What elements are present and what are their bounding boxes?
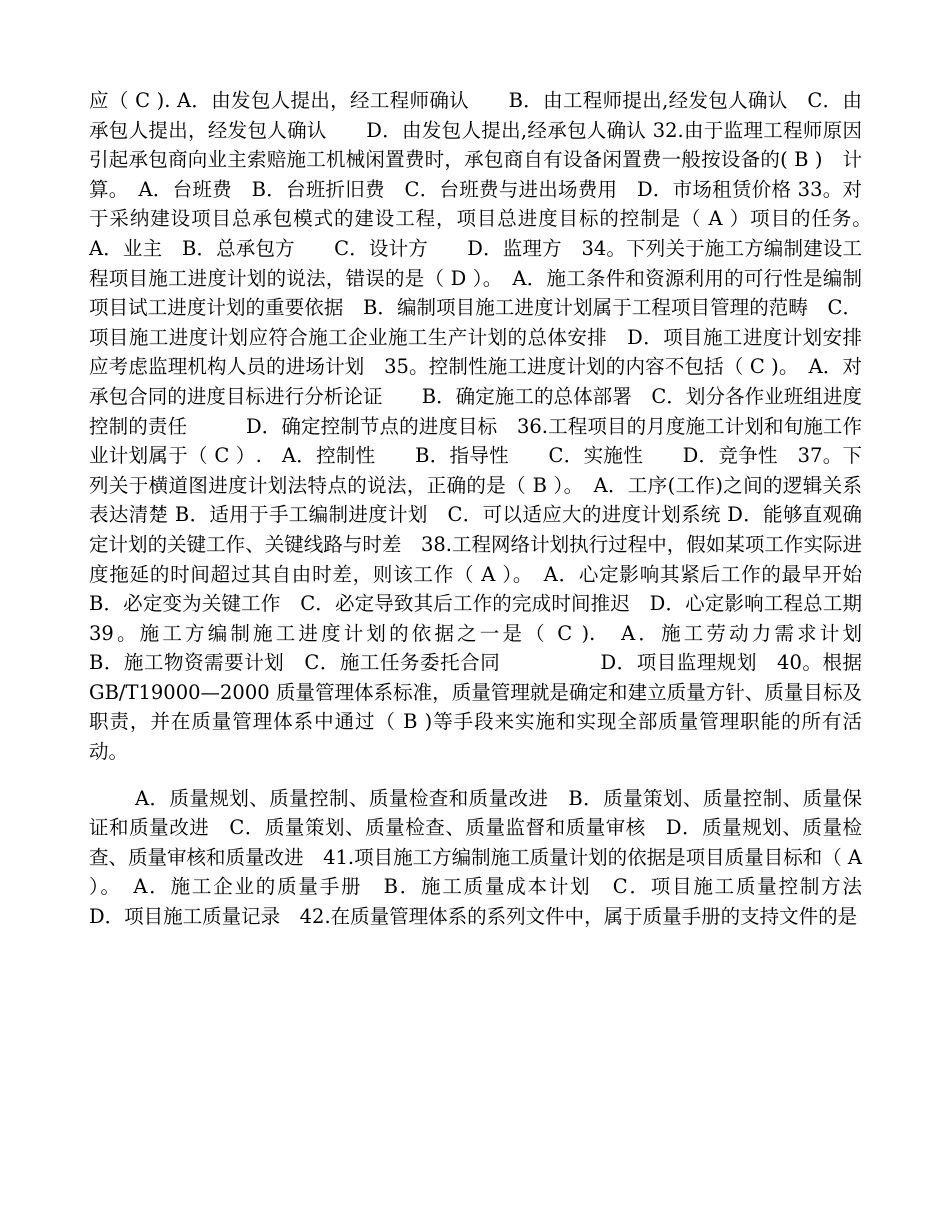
body-paragraph-2: A．质量规划、质量控制、质量检查和质量改进 B．质量策划、质量控制、质量保证和质量改进 C．质量策划、质量检查、质量监督和质量审核 D．质量规划、质量检查、质量审核和质量改进 41.项目施工方编制施工质量计划的依据是项目质量目标和（ A ）。 A．施工企业的质量手册 B．施工质量成本计划 C．项目施工质量控制方法 D．项目施工质量记录 42.在质量管理体系的系列文件中，属于质量手册的支持文件的是	[89, 786, 902, 929]
body-paragraph-1: 应（ C ). A．由发包人提出，经工程师确认 B．由工程师提出,经发包人确认 C．由承包人提出，经发包人确认 D．由发包人提出,经承包人确认 32.由于监理工程师原因引起承包商向业主索赔施工机械闲置费时，承包商自有设备闲置费一般按设备的( B ) 计算。 A．台班费 B．台班折旧费 C．台班费与进出场费用 D．市场租赁价格 33。对于采纳建设项目总承包模式的建设工程，项目总进度目标的控制是（ A ）项目的任务。 A．业主 B．总承包方 C．设计方 D．监理方 34。下列关于施工方编制建设工程项目施工进度计划的说法，错误的是（ D ）。 A．施工条件和资源利用的可行性是编制项目试工进度计划的重要依据 B．编制项目施工进度计划属于工程项目管理的范畴 C．项目施工进度计划应符合施工企业施工生产计划的总体安排 D．项目施工进度计划安排应考虑监理机构人员的进场计划 35。控制性施工进度计划的内容不包括（ C )。 A．对承包合同的进度目标进行分析论证 B．确定施工的总体部署 C．划分各作业班组进度控制的责任 D．确定控制节点的进度目标 36.工程项目的月度施工计划和旬施工作业计划属于（ C ）. A．控制性 B．指导性 C．实施性 D．竞争性 37。下列关于横道图进度计划法特点的说法，正确的是（ B ）。 A．工序(工作)之间的逻辑关系表达清楚 B．适用于手工编制进度计划 C．可以适应大的进度计划系统 D．能够直观确定计划的关键工作、关键线路与时差 38.工程网络计划执行过程中，假如某项工作实际进度拖延的时间超过其自由时差，则该工作（ A ）。 A．心定影响其紧后工作的最早开始 B．必定变为关键工作 C．必定导致其后工作的完成时间推迟 D．心定影响工程总工期 39。施工方编制施工进度计划的依据之一是（ C ). A．施工劳动力需求计划 B．施工物资需要计划 C．施工任务委托合同 D．项目监理规划 40。根据 GB/T19000—2000 质量管理体系标准，质量管理就是确定和建立质量方针、质量目标及职责，并在质量管理体系中通过（ B )等手段来实施和实现全部质量管理职能的所有活动。	[89, 89, 941, 764]
document-page	[89, 86, 941, 932]
